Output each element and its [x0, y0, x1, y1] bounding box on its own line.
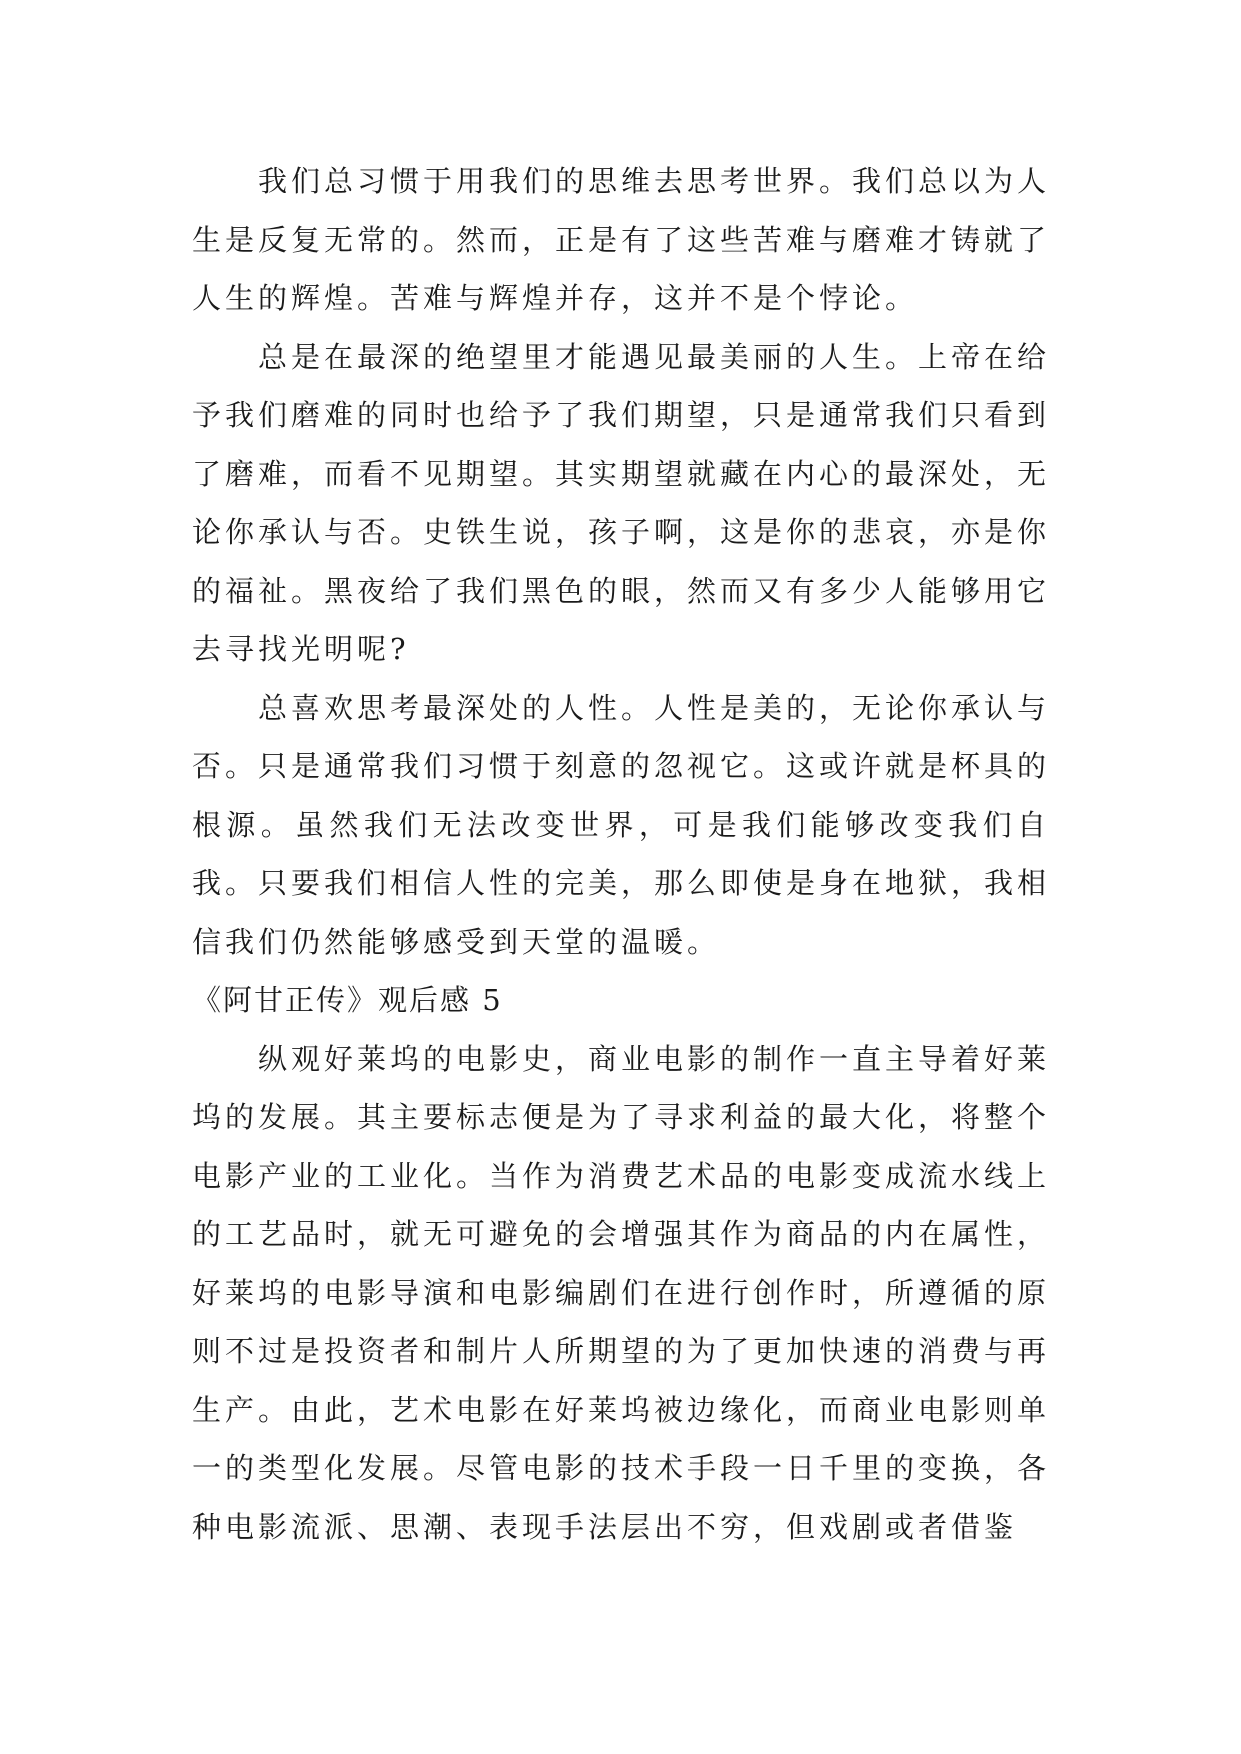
document-body	[192, 152, 1050, 1556]
paragraph-2: 总是在最深的绝望里才能遇见最美丽的人生。上帝在给予我们磨难的同时也给予了我们期望，只是通常我们只看到了磨难，而看不见期望。其实期望就藏在内心的最深处，无论你承认与否。史铁生说，孩子啊，这是你的悲哀，亦是你的福祉。黑夜给了我们黑色的眼，然而又有多少人能够用它去寻找光明呢?	[192, 339, 1051, 666]
paragraph-1: 我们总习惯于用我们的思维去思考世界。我们总以为人生是反复无常的。然而，正是有了这些苦难与磨难才铸就了人生的辉煌。苦难与辉煌并存，这并不是个悖论。	[192, 164, 1051, 315]
paragraph-3: 总喜欢思考最深处的人性。人性是美的，无论你承认与否。只是通常我们习惯于刻意的忽视它。这或许就是杯具的根源。虽然我们无法改变世界，可是我们能够改变我们自我。只要我们相信人性的完美，那么即使是身在地狱，我相信我们仍然能够感受到天堂的温暖。	[192, 690, 1051, 959]
section-heading: 《阿甘正传》观后感 5	[192, 983, 503, 1017]
paragraph-4: 纵观好莱坞的电影史，商业电影的制作一直主导着好莱坞的发展。其主要标志便是为了寻求利益的最大化，将整个电影产业的工业化。当作为消费艺术品的电影变成流水线上的工艺品时，就无可避免的会增强其作为商品的内在属性，好莱坞的电影导演和电影编剧们在进行创作时，所遵循的原则不过是投资者和制片人所期望的为了更加快速的消费与再生产。由此，艺术电影在好莱坞被边缘化，而商业电影则单一的类型化发展。尽管电影的技术手段一日千里的变换，各种电影流派、思潮、表现手法层出不穷，但戏剧或者借鉴	[192, 1041, 1051, 1544]
